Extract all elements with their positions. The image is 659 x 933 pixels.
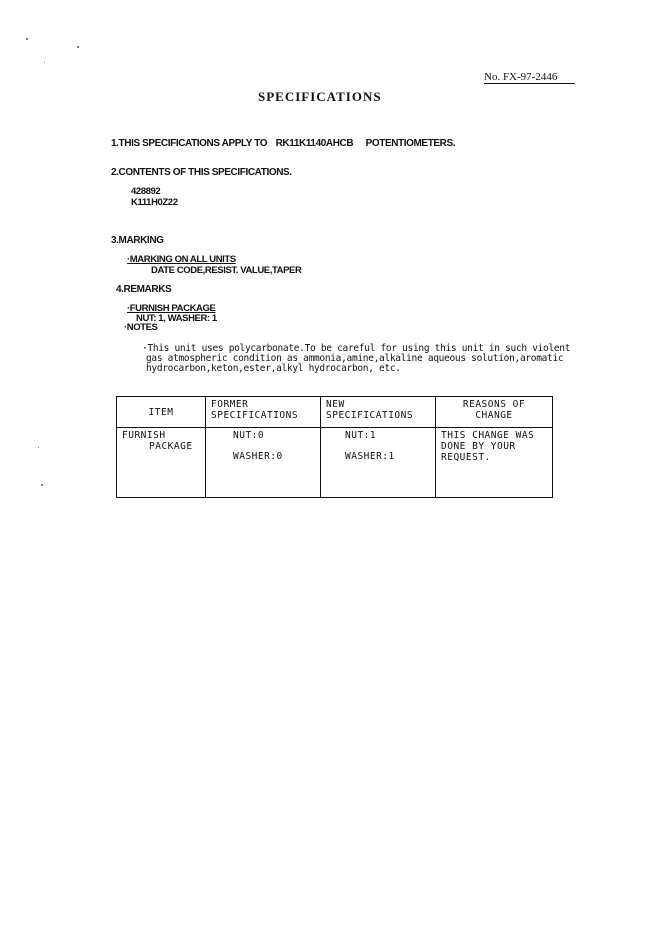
- section2-heading: 2.CONTENTS OF THIS SPECIFICATIONS.: [111, 167, 292, 178]
- cell-new-washer: WASHER:1: [345, 451, 395, 462]
- document-number: No. FX-97-2446: [484, 71, 575, 84]
- cell-item: [117, 428, 206, 498]
- header-former-line1: FORMER: [211, 399, 249, 410]
- header-reasons-line2: CHANGE: [475, 410, 513, 421]
- cell-item-line1: FURNISH: [122, 430, 166, 441]
- scan-speck: [26, 38, 28, 40]
- section1-part-number: RK11K1140AHCB: [275, 138, 354, 149]
- furnish-package-detail: NUT: 1, WASHER: 1: [136, 313, 217, 324]
- table-header-row: [117, 397, 553, 428]
- scan-speck: [38, 447, 39, 448]
- note-line: hydrocarbon,keton,ester,alkyl hydrocarbon, etc.: [146, 363, 401, 374]
- section2-item: 428892: [131, 186, 161, 197]
- change-table: [116, 396, 553, 498]
- furnish-package-line: ·FURNISH PACKAGE: [127, 303, 216, 314]
- section1-line: [111, 138, 455, 149]
- cell-reasons: [436, 428, 553, 498]
- cell-reason-line1: THIS CHANGE WAS: [441, 430, 535, 441]
- cell-new: [321, 428, 436, 498]
- section3-heading: 3.MARKING: [111, 235, 164, 246]
- section1-prefix: 1.THIS SPECIFICATIONS APPLY TO: [111, 138, 268, 149]
- cell-former-nut: NUT:0: [233, 430, 265, 441]
- marking-line: ·MARKING ON ALL UNITS: [127, 254, 236, 265]
- cell-former: [206, 428, 321, 498]
- notes-heading: ·NOTES: [124, 322, 158, 333]
- header-reasons: [436, 397, 553, 428]
- cell-new-nut: NUT:1: [345, 430, 377, 441]
- header-new-line1: NEW: [326, 399, 345, 410]
- scan-speck: [44, 62, 45, 63]
- cell-item-line2: PACKAGE: [149, 441, 193, 452]
- section2-item: K111H0Z22: [131, 197, 178, 208]
- cell-reason-line3: REQUEST.: [441, 452, 491, 463]
- marking-detail: DATE CODE,RESIST. VALUE,TAPER: [151, 265, 302, 276]
- section4-heading: 4.REMARKS: [116, 284, 172, 295]
- header-item: [117, 397, 206, 428]
- scan-speck: [41, 484, 43, 486]
- header-item-label: ITEM: [148, 406, 174, 418]
- scan-speck: [77, 46, 79, 48]
- page-title: SPECIFICATIONS: [258, 89, 382, 104]
- note-line: ·This unit uses polycarbonate.To be careful for using this unit in such violent: [142, 343, 571, 354]
- header-former-line2: SPECIFICATIONS: [211, 410, 299, 421]
- cell-former-washer: WASHER:0: [233, 451, 283, 462]
- table-row: [117, 428, 553, 498]
- note-line: gas atmospheric condition as ammonia,amine,alkaline aqueous solution,aromatic: [146, 353, 564, 364]
- cell-reason-line2: DONE BY YOUR: [441, 441, 516, 452]
- header-former: [206, 397, 321, 428]
- header-reasons-line1: REASONS OF: [462, 399, 526, 410]
- header-new: [321, 397, 436, 428]
- section1-suffix: POTENTIOMETERS.: [365, 138, 456, 149]
- header-new-line2: SPECIFICATIONS: [326, 410, 414, 421]
